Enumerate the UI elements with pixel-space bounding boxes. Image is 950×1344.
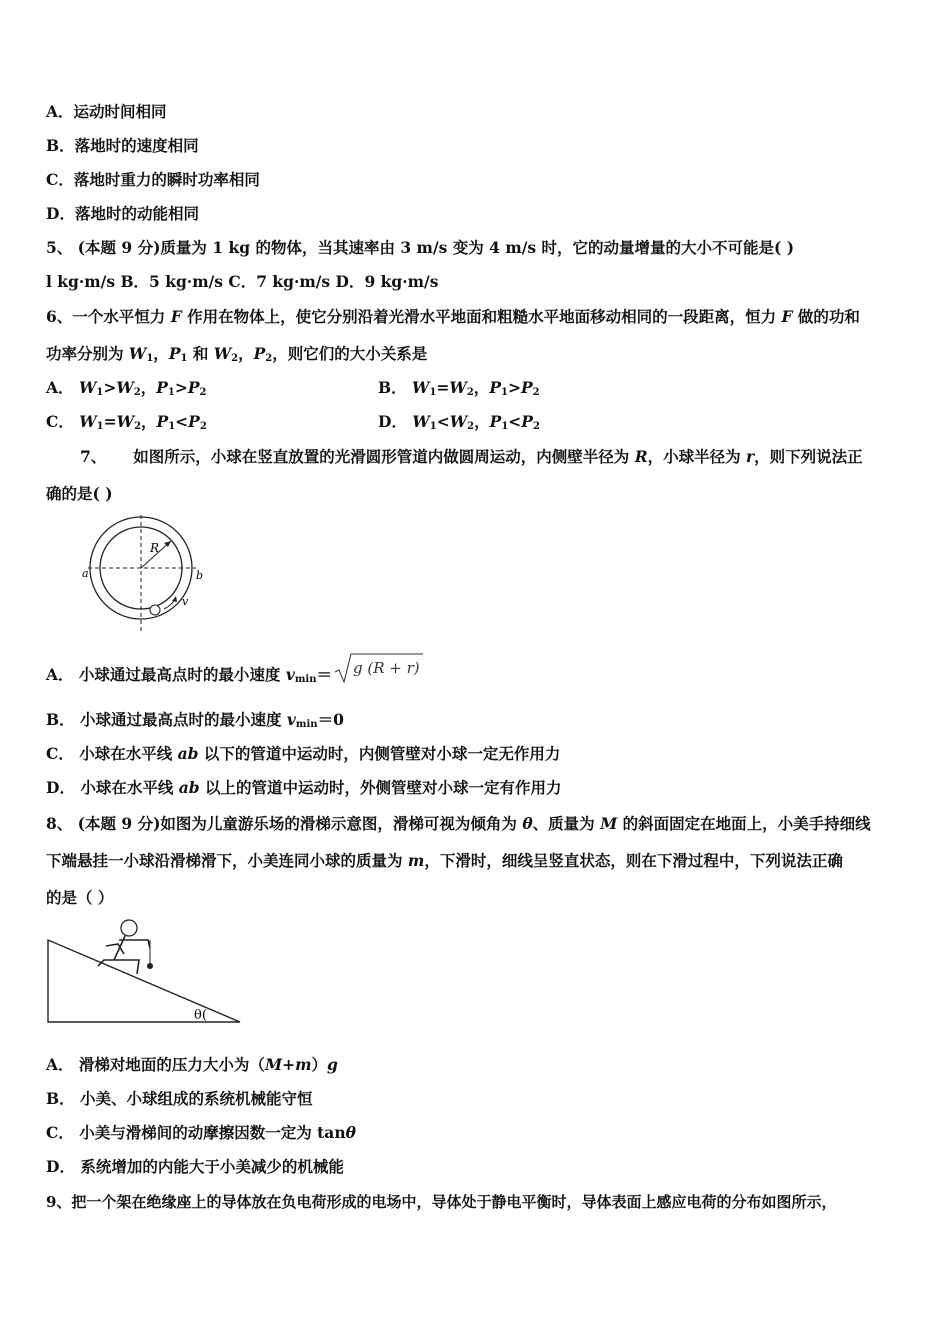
q4-option-b: B．落地时的速度相同 bbox=[46, 136, 199, 155]
q7-stem-line2: 确的是( ) bbox=[46, 484, 113, 503]
q7-option-b: B． 小球通过最高点时的最小速度 $v_{min}=0$ bbox=[46, 710, 344, 730]
child-head bbox=[121, 920, 137, 936]
sqrt-expression bbox=[333, 652, 425, 686]
angle-theta-label: θ( bbox=[194, 1008, 207, 1023]
q8-slide-figure bbox=[44, 916, 246, 1026]
ball bbox=[150, 605, 160, 615]
q4-option-c: C．落地时重力的瞬时功率相同 bbox=[46, 170, 260, 189]
q6-options-row2 bbox=[46, 411, 746, 438]
q6-option-a: A． $W_1>W_2$，$P_1>P_2$ bbox=[46, 378, 207, 398]
q8-stem-line2: 下端悬挂一小球沿滑梯滑下，小美连同小球的质量为 m，下滑时，细线呈竖直状态，则在下滑过程中，下列说法正确 bbox=[46, 851, 843, 870]
q6-option-b: B． $W_1=W_2$，$P_1>P_2$ bbox=[378, 378, 540, 398]
q5-options: l kg·m/s B．5 kg·m/s C．7 kg·m/s D．9 kg·m/s bbox=[46, 272, 439, 291]
slope bbox=[48, 940, 240, 1022]
point-b-label: b bbox=[196, 569, 204, 582]
q6-stem-line1: 6、一个水平恒力 F 作用在物体上，使它分别沿着光滑水平地面和粗糙水平地面移动相同的一段距离，恒力 F 做的功和 bbox=[46, 307, 860, 326]
q8-stem-line1: 8、 (本题 9 分)如图为儿童游乐场的滑梯示意图，滑梯可视为倾角为 θ、质量为 M 的斜面固定在地面上，小美手持细线 bbox=[46, 814, 871, 833]
hanging-ball bbox=[147, 963, 153, 969]
radius-label: R bbox=[150, 541, 160, 555]
q4-option-a: A．运动时间相同 bbox=[46, 102, 167, 121]
q6-options-row1 bbox=[46, 377, 746, 404]
q6-stem-line2: 功率分别为 $W_1$，$P_1$ 和 $W_2$，$P_2$，则它们的大小关系是 bbox=[46, 344, 428, 364]
q6-option-c: C． $W_1=W_2$，$P_1<P_2$ bbox=[46, 412, 207, 432]
q9-stem: 9、把一个架在绝缘座上的导体放在负电荷形成的电场中，导体处于静电平衡时，导体表面上感应电荷的分布如图所示， bbox=[46, 1193, 837, 1211]
q8-option-c: C． 小美与滑梯间的动摩擦因数一定为 tanθ bbox=[46, 1123, 356, 1142]
q7-option-d: D． 小球在水平线 ab 以上的管道中运动时，外侧管壁对小球一定有作用力 bbox=[46, 778, 562, 797]
q8-stem-line3: 的是（ ） bbox=[46, 888, 114, 907]
q7-option-c: C． 小球在水平线 ab 以下的管道中运动时，内侧管壁对小球一定无作用力 bbox=[46, 744, 561, 763]
q7-pipe-figure bbox=[80, 515, 210, 633]
q7-option-a: A． 小球通过最高点时的最小速度 $v_{min}=$ bbox=[46, 665, 333, 685]
q8-option-a: A． 滑梯对地面的压力大小为（M+m）g bbox=[46, 1055, 338, 1074]
q8-option-d: D． 系统增加的内能大于小美减少的机械能 bbox=[46, 1157, 344, 1176]
child-body bbox=[98, 936, 150, 974]
q5-stem: 5、 (本题 9 分)质量为 1 kg 的物体，当其速率由 3 m/s 变为 4 m/s 时，它的动量增量的大小不可能是( ) bbox=[46, 238, 795, 257]
q7-stem-line1: 7、 如图所示，小球在竖直放置的光滑圆形管道内做圆周运动，内侧壁半径为 R，小球半径为 r，则下列说法正 bbox=[80, 447, 863, 466]
point-a-label: a bbox=[82, 567, 89, 580]
velocity-arrowhead bbox=[172, 596, 177, 602]
sqrt-content: g (R + r) bbox=[353, 659, 420, 677]
q4-option-d: D．落地时的动能相同 bbox=[46, 204, 199, 223]
velocity-label: v bbox=[182, 595, 189, 608]
q6-option-d: D． $W_1<W_2$，$P_1<P_2$ bbox=[378, 412, 540, 432]
q8-option-b: B． 小美、小球组成的系统机械能守恒 bbox=[46, 1089, 313, 1108]
